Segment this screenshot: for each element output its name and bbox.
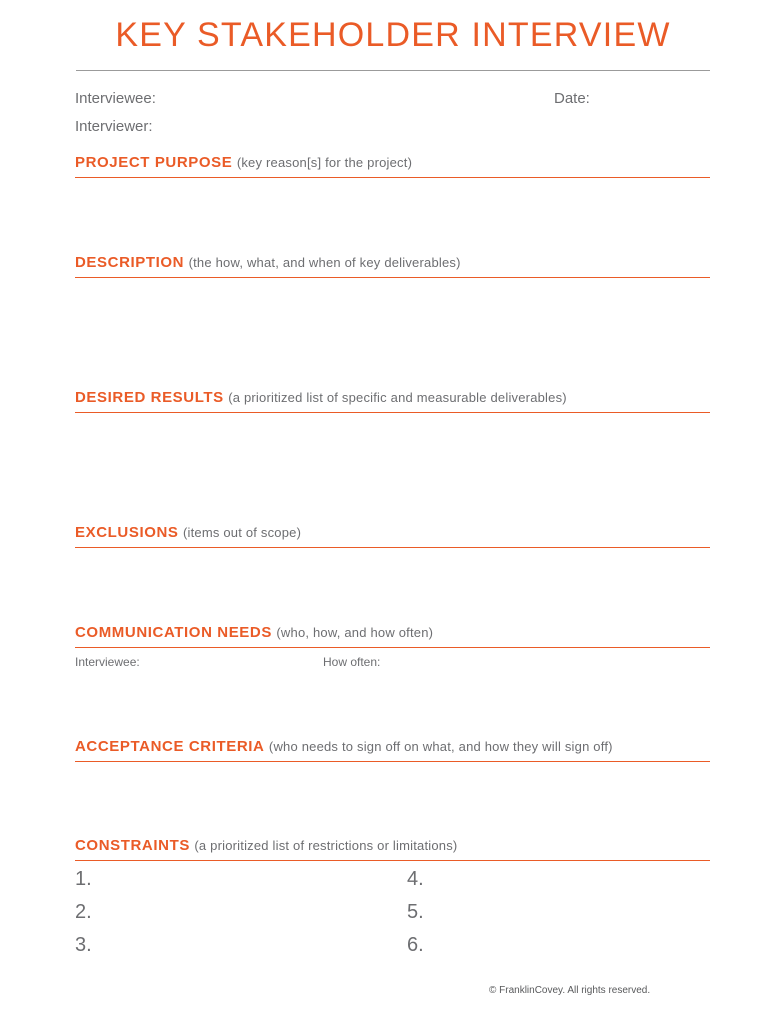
section-title: CONSTRAINTS	[75, 837, 190, 854]
section-hint: (the how, what, and when of key deliverables)	[188, 255, 461, 270]
section-description	[75, 254, 710, 272]
communication-interviewee-label: Interviewee:	[75, 655, 140, 669]
constraint-number-5: 5.	[407, 901, 424, 923]
copyright-footer: © FranklinCovey. All rights reserved.	[489, 985, 651, 996]
section-exclusions	[75, 524, 710, 542]
section-rule	[75, 647, 710, 648]
section-hint: (a prioritized list of restrictions or limitations)	[194, 838, 458, 853]
section-title: DESCRIPTION	[75, 254, 185, 271]
constraint-number-3: 3.	[75, 934, 92, 956]
communication-how-often-label: How often:	[323, 655, 381, 669]
section-rule	[75, 860, 710, 861]
date-label: Date:	[554, 90, 590, 107]
constraint-number-4: 4.	[407, 868, 424, 890]
constraint-number-6: 6.	[407, 934, 424, 956]
interviewer-label: Interviewer:	[75, 118, 153, 135]
section-constraints	[75, 837, 710, 855]
section-title: DESIRED RESULTS	[75, 389, 224, 406]
title-divider	[76, 70, 710, 71]
section-rule	[75, 277, 710, 278]
section-hint: (items out of scope)	[182, 525, 302, 540]
constraint-number-2: 2.	[75, 901, 92, 923]
section-hint: (who needs to sign off on what, and how they will sign off)	[268, 739, 613, 754]
section-rule	[75, 412, 710, 413]
section-title: EXCLUSIONS	[75, 524, 179, 541]
section-hint: (a prioritized list of specific and measurable deliverables)	[228, 390, 567, 405]
section-title: COMMUNICATION NEEDS	[75, 624, 272, 641]
section-rule	[75, 761, 710, 762]
section-acceptance-criteria	[75, 738, 710, 756]
section-hint: (who, how, and how often)	[276, 625, 434, 640]
section-title: PROJECT PURPOSE	[75, 154, 233, 171]
section-communication-needs	[75, 624, 710, 642]
section-rule	[75, 177, 710, 178]
section-title: ACCEPTANCE CRITERIA	[75, 738, 265, 755]
constraint-number-1: 1.	[75, 868, 92, 890]
section-rule	[75, 547, 710, 548]
section-desired-results	[75, 389, 710, 407]
section-hint: (key reason[s] for the project)	[236, 155, 413, 170]
section-project-purpose	[75, 154, 710, 172]
page-title: KEY STAKEHOLDER INTERVIEW	[115, 16, 671, 54]
interviewee-label: Interviewee:	[75, 90, 156, 107]
